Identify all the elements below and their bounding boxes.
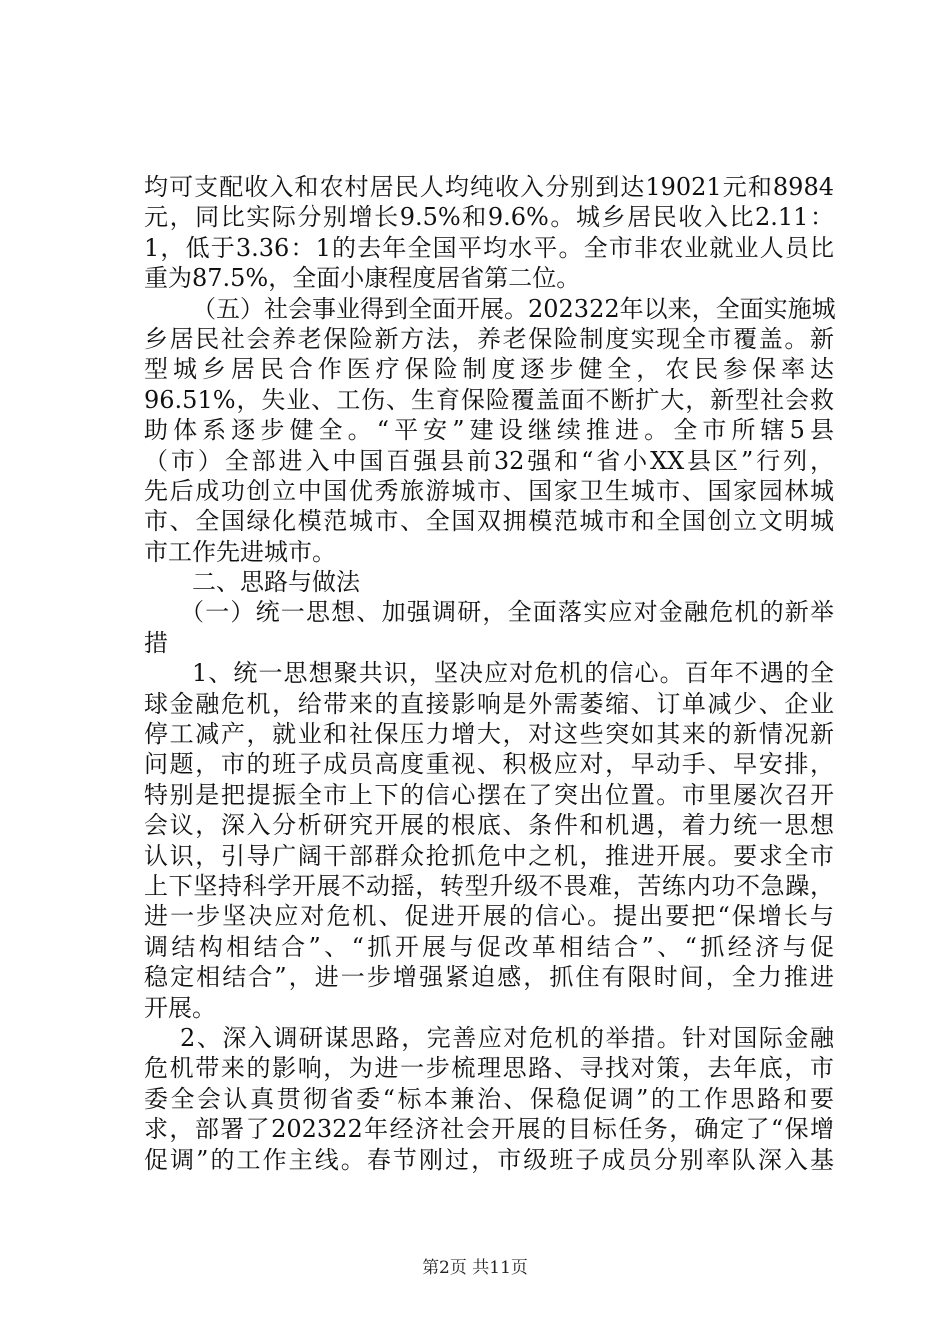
text-line: 型城乡居民合作医疗保险制度逐步健全，农民参保率达 <box>144 355 834 384</box>
text-line: 元，同比实际分别增长9.5%和9.6%。城乡居民收入比2.11： <box>144 203 834 232</box>
text-line: 乡居民社会养老保险新方法，养老保险制度实现全市覆盖。新 <box>144 324 834 353</box>
text-line: 市、全国绿化模范城市、全国双拥模范城市和全国创立文明城 <box>144 507 834 536</box>
text-line: 稳定相结合”，进一步增强紧迫感，抓住有限时间，全力推进 <box>144 963 834 992</box>
page-number-footer: 第2页 共11页 <box>422 1258 528 1278</box>
text-line: 问题，市的班子成员高度重视、积极应对，早动手、早安排， <box>144 750 834 779</box>
text-line: 市工作先进城市。 <box>144 537 336 566</box>
paragraph-start-line: 1、统一思想聚共识，坚决应对危机的信心。百年不遇的全 <box>192 659 834 688</box>
text-line: 促调”的工作主线。春节刚过，市级班子成员分别率队深入基 <box>144 1145 834 1174</box>
subsection-heading: （一）统一思想、加强调研，全面落实应对金融危机的新举 <box>180 598 834 627</box>
text-line: 重为87.5%，全面小康程度居省第二位。 <box>144 264 581 293</box>
text-line: 调结构相结合”、“抓开展与促改革相结合”、“抓经济与促 <box>144 932 834 961</box>
text-line: 1，低于3.36：1的去年全国平均水平。全市非农业就业人员比 <box>144 233 834 262</box>
text-line: 上下坚持科学开展不动摇，转型升级不畏难，苦练内功不急躁， <box>144 871 834 900</box>
text-line: 危机带来的影响，为进一步梳理思路、寻找对策，去年底，市 <box>144 1054 834 1083</box>
text-line: 先后成功创立中国优秀旅游城市、国家卫生城市、国家园林城 <box>144 476 834 505</box>
text-line: 特别是把提振全市上下的信心摆在了突出位置。市里屡次召开 <box>144 780 834 809</box>
text-line: 均可支配收入和农村居民人均纯收入分别到达19021元和8984 <box>144 173 834 201</box>
text-line: 球金融危机，给带来的直接影响是外需萎缩、订单减少、企业 <box>144 689 834 718</box>
document-body <box>144 172 834 1175</box>
text-line: 开展。 <box>144 993 216 1022</box>
text-line: 求，部署了202322年经济社会开展的目标任务，确定了“保增 <box>144 1115 834 1144</box>
text-line: （市）全部进入中国百强县前32强和“省小XX县区”行列， <box>144 446 834 475</box>
text-line: 进一步坚决应对危机、促进开展的信心。提出要把“保增长与 <box>144 902 834 931</box>
text-line: 会议，深入分析研究开展的根底、条件和机遇，着力统一思想 <box>144 811 834 840</box>
subsection-heading-continued: 措 <box>144 628 168 657</box>
text-line: 认识，引导广阔干部群众抢抓危中之机，推进开展。要求全市 <box>144 841 834 870</box>
paragraph-start-line: （五）社会事业得到全面开展。202322年以来，全面实施城 <box>192 294 836 323</box>
section-heading: 二、思路与做法 <box>192 568 360 597</box>
paragraph-start-line: 2、深入调研谋思路，完善应对危机的举措。针对国际金融 <box>180 1023 834 1052</box>
text-line: 助体系逐步健全。“平安”建设继续推进。全市所辖5县 <box>144 416 834 445</box>
text-line: 停工减产，就业和社保压力增大，对这些突如其来的新情况新 <box>144 720 834 749</box>
text-line: 96.51%，失业、工伤、生育保险覆盖面不断扩大，新型社会救 <box>144 385 834 414</box>
text-line: 委全会认真贯彻省委“标本兼治、保稳促调”的工作思路和要 <box>144 1084 834 1113</box>
